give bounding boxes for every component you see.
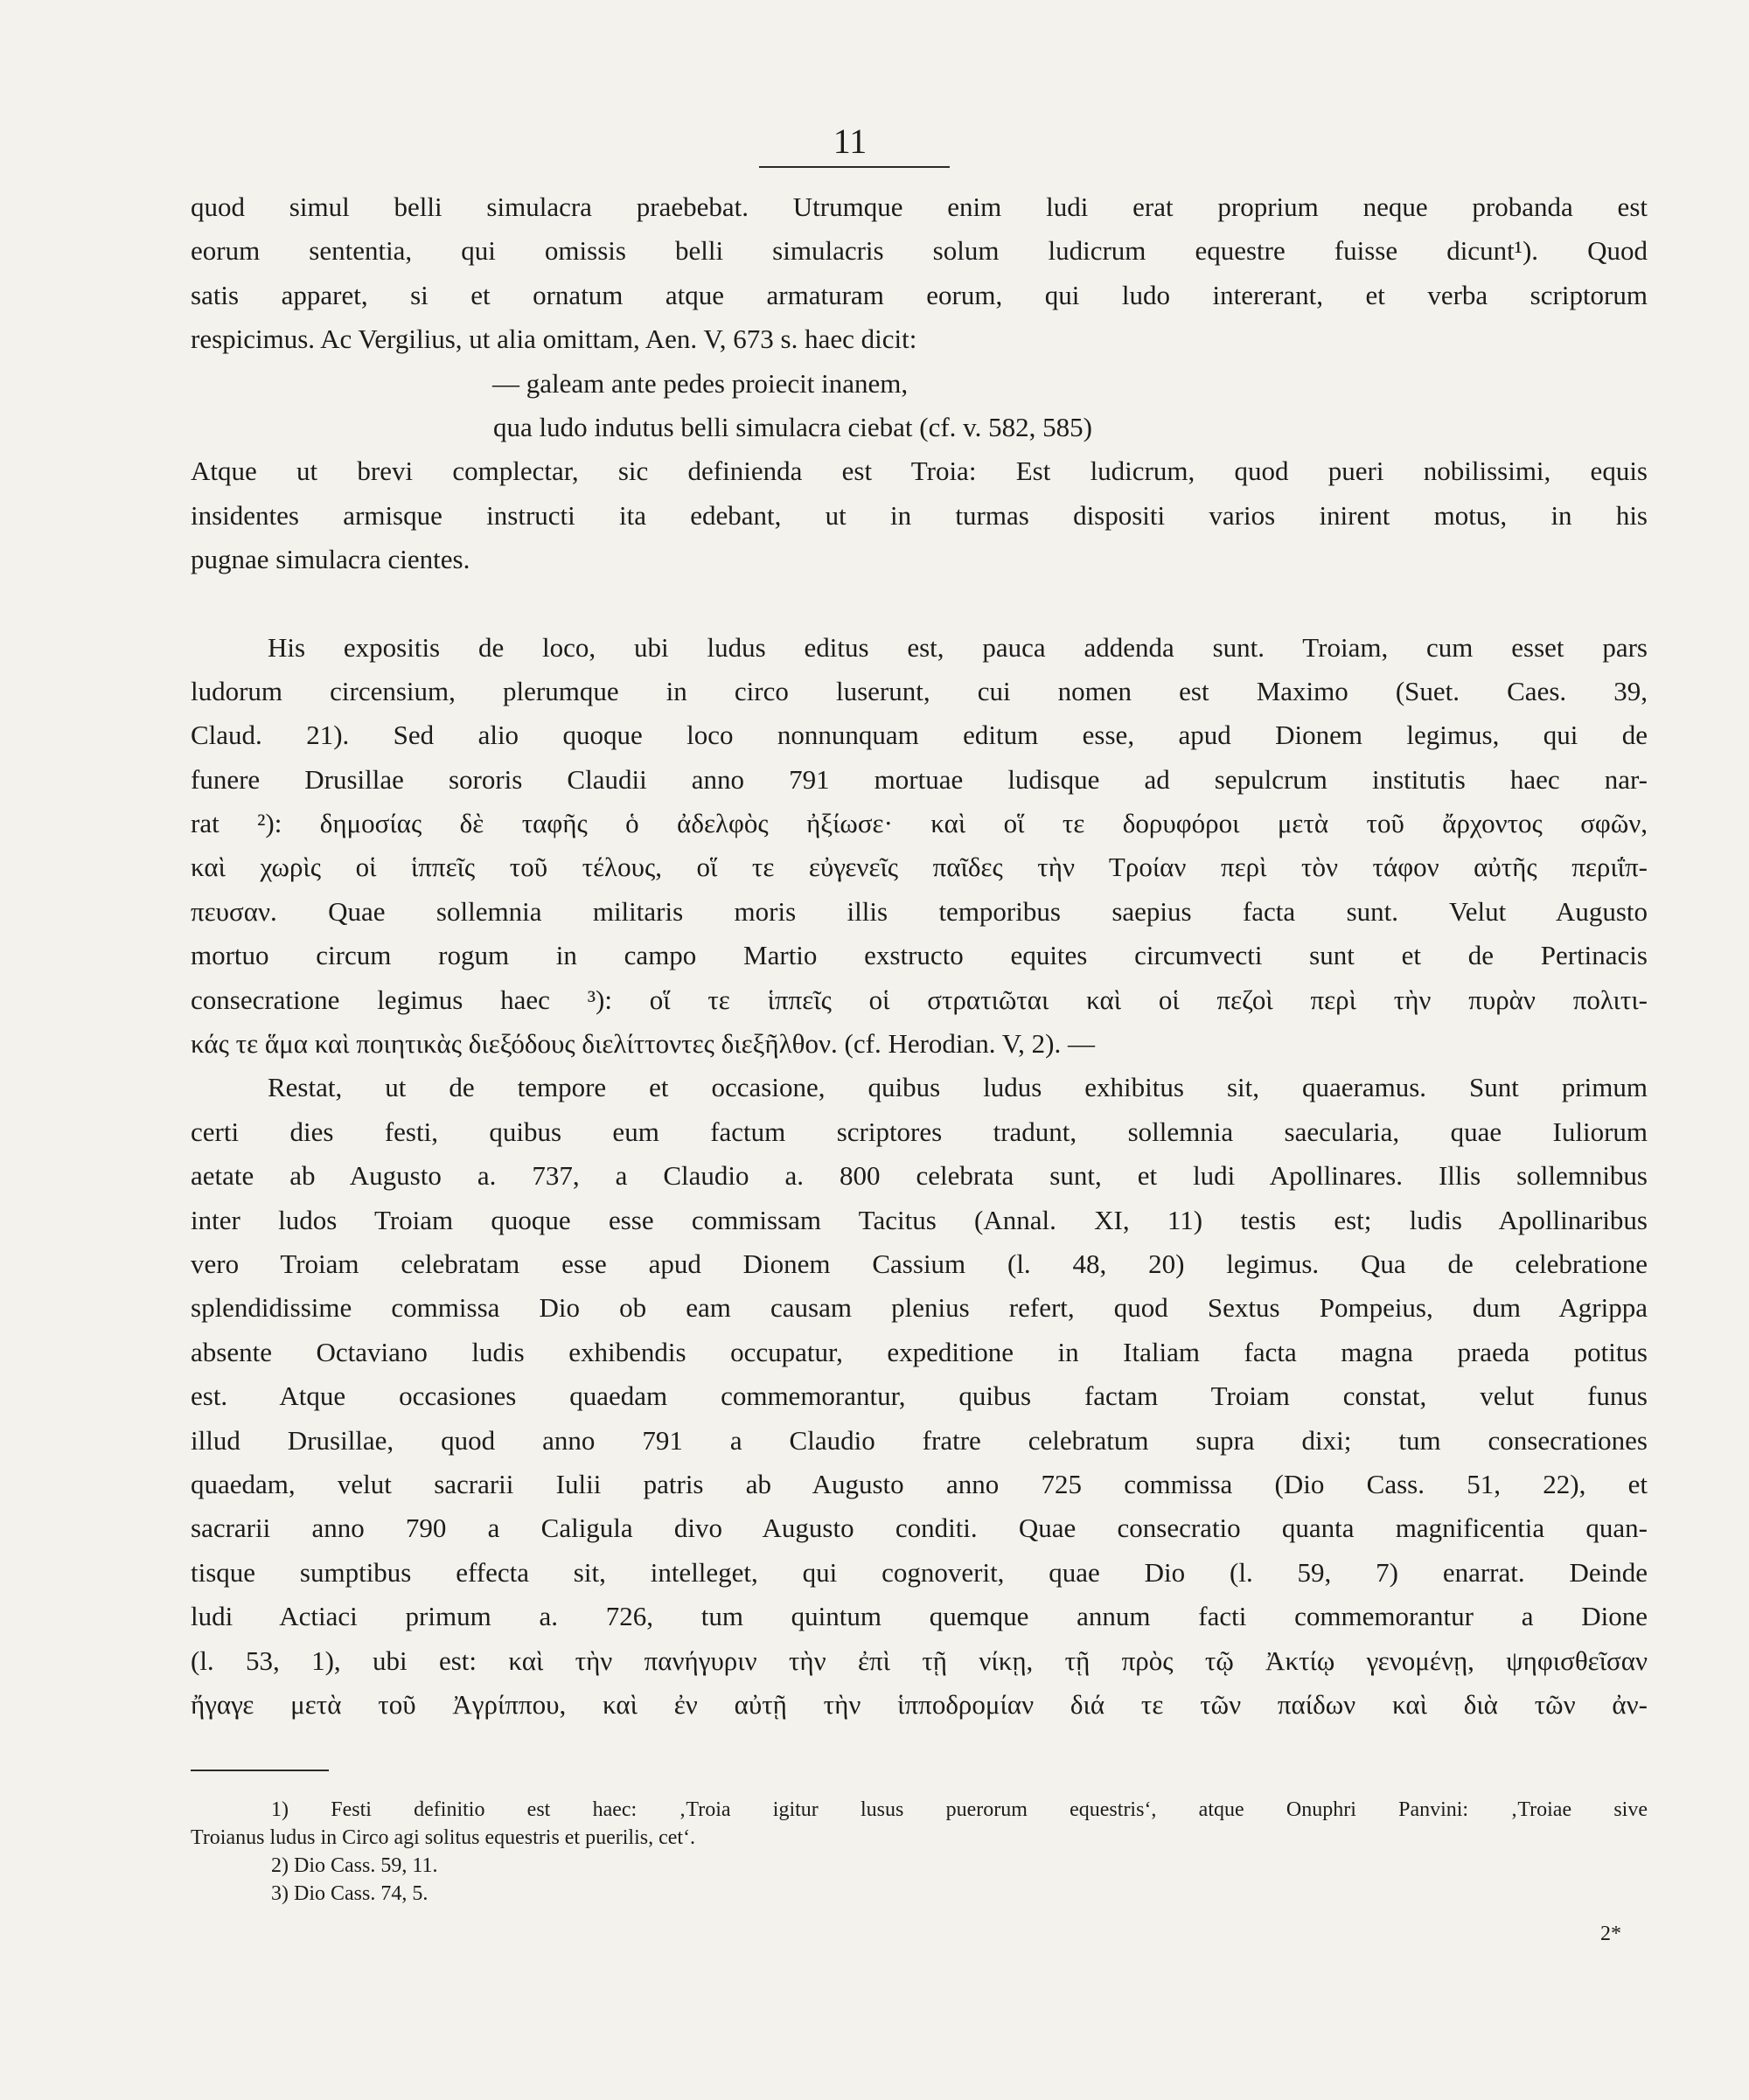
text-line: Atque ut brevi complectar, sic definienda est Troia: Est ludicrum, quod pueri nobilissimi, equis [191, 455, 1648, 487]
text-line: Restat, ut de tempore et occasione, quibus ludus exhibitus sit, quaeramus. Sunt primum [268, 1072, 1648, 1103]
text-line: πευσαν. Quae sollemnia militaris moris illis temporibus saepius facta sunt. Velut Augusto [191, 895, 1648, 927]
text-line: satis apparet, si et ornatum atque armaturam eorum, qui ludo intererant, et verba scriptorum [191, 279, 1648, 310]
text-line: inter ludos Troiam quoque esse commissam Tacitus (Annal. XI, 11) testis est; ludis Apollinaribus [191, 1204, 1648, 1235]
text-line: His expositis de loco, ubi ludus editus est, pauca addenda sunt. Troiam, cum esset pars [268, 631, 1648, 663]
main-text [191, 185, 1648, 1727]
text-line: vero Troiam celebratam esse apud Dionem Cassium (l. 48, 20) legimus. Qua de celebratione [191, 1248, 1648, 1279]
text-line: (l. 53, 1), ubi est: καὶ τὴν πανήγυριν τὴν ἐπὶ τῇ νίκῃ, τῇ πρὸς τῷ Ἀκτίῳ γενομένῃ, ψηφισθεῖσαν [191, 1645, 1648, 1676]
verse-line: — galeam ante pedes proiecit inanem, [492, 367, 909, 399]
verse-line: qua ludo indutus belli simulacra ciebat (cf. v. 582, 585) [493, 411, 1092, 442]
text-line: illud Drusillae, quod anno 791 a Claudio fratre celebratum supra dixi; tum consecrationes [191, 1424, 1648, 1456]
header-rule [759, 166, 950, 168]
text-line: certi dies festi, quibus eum factum scriptores tradunt, sollemnia saecularia, quae Iuliorum [191, 1116, 1648, 1147]
footnote-line: 2) Dio Cass. 59, 11. [271, 1854, 438, 1877]
text-line: κάς τε ἅμα καὶ ποιητικὰς διεξόδους διελίττοντες διεξῆλθον. (cf. Herodian. V, 2). — [191, 1028, 1095, 1060]
text-line: eorum sententia, qui omissis belli simulacris solum ludicrum equestre fuisse dicunt¹). Quod [191, 235, 1648, 267]
text-line: mortuo circum rogum in campo Martio exstructo equites circumvecti sunt et de Pertinacis [191, 940, 1648, 971]
text-line: insidentes armisque instructi ita edebant, ut in turmas dispositi varios inirent motus, in his [191, 499, 1648, 531]
text-line: καὶ χωρὶς οἱ ἱππεῖς τοῦ τέλους, οἵ τε εὐγενεῖς παῖδες τὴν Τροίαν περὶ τὸν τάφον αὐτῆς περιΐπ- [191, 852, 1648, 883]
text-line: respicimus. Ac Vergilius, ut alia omittam, Aen. V, 673 s. haec dicit: [191, 323, 917, 355]
page-number: 11 [833, 122, 868, 161]
footnote-rule [191, 1770, 329, 1771]
text-line: sacrarii anno 790 a Caligula divo Augusto conditi. Quae consecratio quanta magnificentia quan- [191, 1512, 1648, 1544]
text-line: tisque sumptibus effecta sit, intelleget, qui cognoverit, quae Dio (l. 59, 7) enarrat. Deinde [191, 1556, 1648, 1588]
text-line: splendidissime commissa Dio ob eam causam plenius refert, quod Sextus Pompeius, dum Agrippa [191, 1292, 1648, 1324]
text-line: aetate ab Augusto a. 737, a Claudio a. 800 celebrata sunt, et ludi Apollinares. Illis sollemnibus [191, 1160, 1648, 1192]
paragraph-gap [191, 582, 1648, 626]
text-line: rat ²): δημοσίας δὲ ταφῆς ὁ ἀδελφὸς ἠξίωσε· καὶ οἵ τε δορυφόροι μετὰ τοῦ ἄρχοντος σφῶν, [191, 808, 1648, 839]
footnote-line: 3) Dio Cass. 74, 5. [271, 1882, 429, 1905]
text-line: quaedam, velut sacrarii Iulii patris ab Augusto anno 725 commissa (Dio Cass. 51, 22), et [191, 1468, 1648, 1499]
footnotes [191, 1796, 1648, 1908]
text-line: est. Atque occasiones quaedam commemorantur, quibus factam Troiam constat, velut funus [191, 1380, 1648, 1412]
text-line: absente Octaviano ludis exhibendis occupatur, expeditione in Italiam facta magna praeda potitus [191, 1336, 1648, 1367]
text-line: Claud. 21). Sed alio quoque loco nonnunquam editum esse, apud Dionem legimus, qui de [191, 720, 1648, 751]
text-line: funere Drusillae sororis Claudii anno 791 mortuae ludisque ad sepulcrum institutis haec nar- [191, 763, 1648, 795]
signature-mark: 2* [1600, 1923, 1621, 1945]
text-line: pugnae simulacra cientes. [191, 544, 470, 575]
footnote-line: Troianus ludus in Circo agi solitus equestris et puerilis, cet‘. [191, 1826, 696, 1849]
footnote-line: 1) Festi definitio est haec: ‚Troia igitur lusus puerorum equestris‘, atque Onuphri Panvini: ‚Troiae sive [271, 1798, 1648, 1821]
text-line: ludorum circensium, plerumque in circo luserunt, cui nomen est Maximo (Suet. Caes. 39, [191, 675, 1648, 706]
text-line: ἤγαγε μετὰ τοῦ Ἀγρίππου, καὶ ἐν αὐτῇ τὴν ἱπποδρομίαν διά τε τῶν παίδων καὶ διὰ τῶν ἀν- [191, 1688, 1648, 1720]
text-line: consecratione legimus haec ³): οἵ τε ἱππεῖς οἱ στρατιῶται καὶ οἱ πεζοὶ περὶ τὴν πυρὰν πολιτι- [191, 984, 1648, 1015]
text-line: quod simul belli simulacra praebebat. Utrumque enim ludi erat proprium neque probanda est [191, 191, 1648, 222]
text-line: ludi Actiaci primum a. 726, tum quintum quemque annum facti commemorantur a Dione [191, 1601, 1648, 1632]
